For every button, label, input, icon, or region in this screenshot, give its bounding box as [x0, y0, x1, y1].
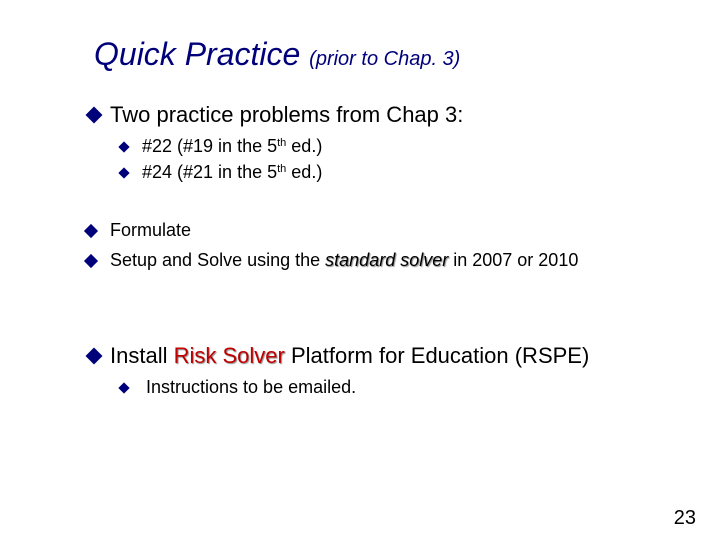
bullet-text: Formulate [110, 220, 192, 240]
page-number: 23 [673, 507, 696, 529]
risk-solver-text: Risk Solver [173, 343, 285, 368]
diamond-bullet-icon [118, 382, 129, 393]
diamond-bullet-icon [118, 141, 129, 152]
bullet-text: Two practice problems from Chap 3: [110, 102, 464, 127]
diamond-bullet-icon [86, 107, 103, 124]
standard-solver-text: standard solver [325, 250, 449, 270]
title-main: Quick Practice [94, 36, 301, 72]
bullet-setup-solve [86, 250, 578, 271]
diamond-bullet-icon [84, 253, 98, 267]
bullet-install-rspe [88, 343, 589, 369]
bullet-practice-problems [88, 102, 463, 128]
bullet-text: Instructions to be emailed. [146, 377, 357, 397]
bullet-text: Setup and Solve using the standard solver in 2007 or 2010 [110, 250, 579, 270]
bullet-text: Install Risk Solver Platform for Education (RSPE) [110, 343, 590, 368]
bullet-formulate [86, 220, 191, 241]
sub-bullet-problem-24 [120, 162, 322, 183]
slide-title [94, 36, 460, 73]
bullet-text: #22 (#19 in the 5th ed.) [142, 136, 323, 156]
sub-bullet-instructions [120, 377, 356, 398]
diamond-bullet-icon [86, 348, 103, 365]
bullet-text: #24 (#21 in the 5th ed.) [142, 162, 323, 182]
diamond-bullet-icon [118, 167, 129, 178]
sub-bullet-problem-22 [120, 136, 322, 157]
diamond-bullet-icon [84, 223, 98, 237]
title-sub: (prior to Chap. 3) [309, 48, 461, 70]
